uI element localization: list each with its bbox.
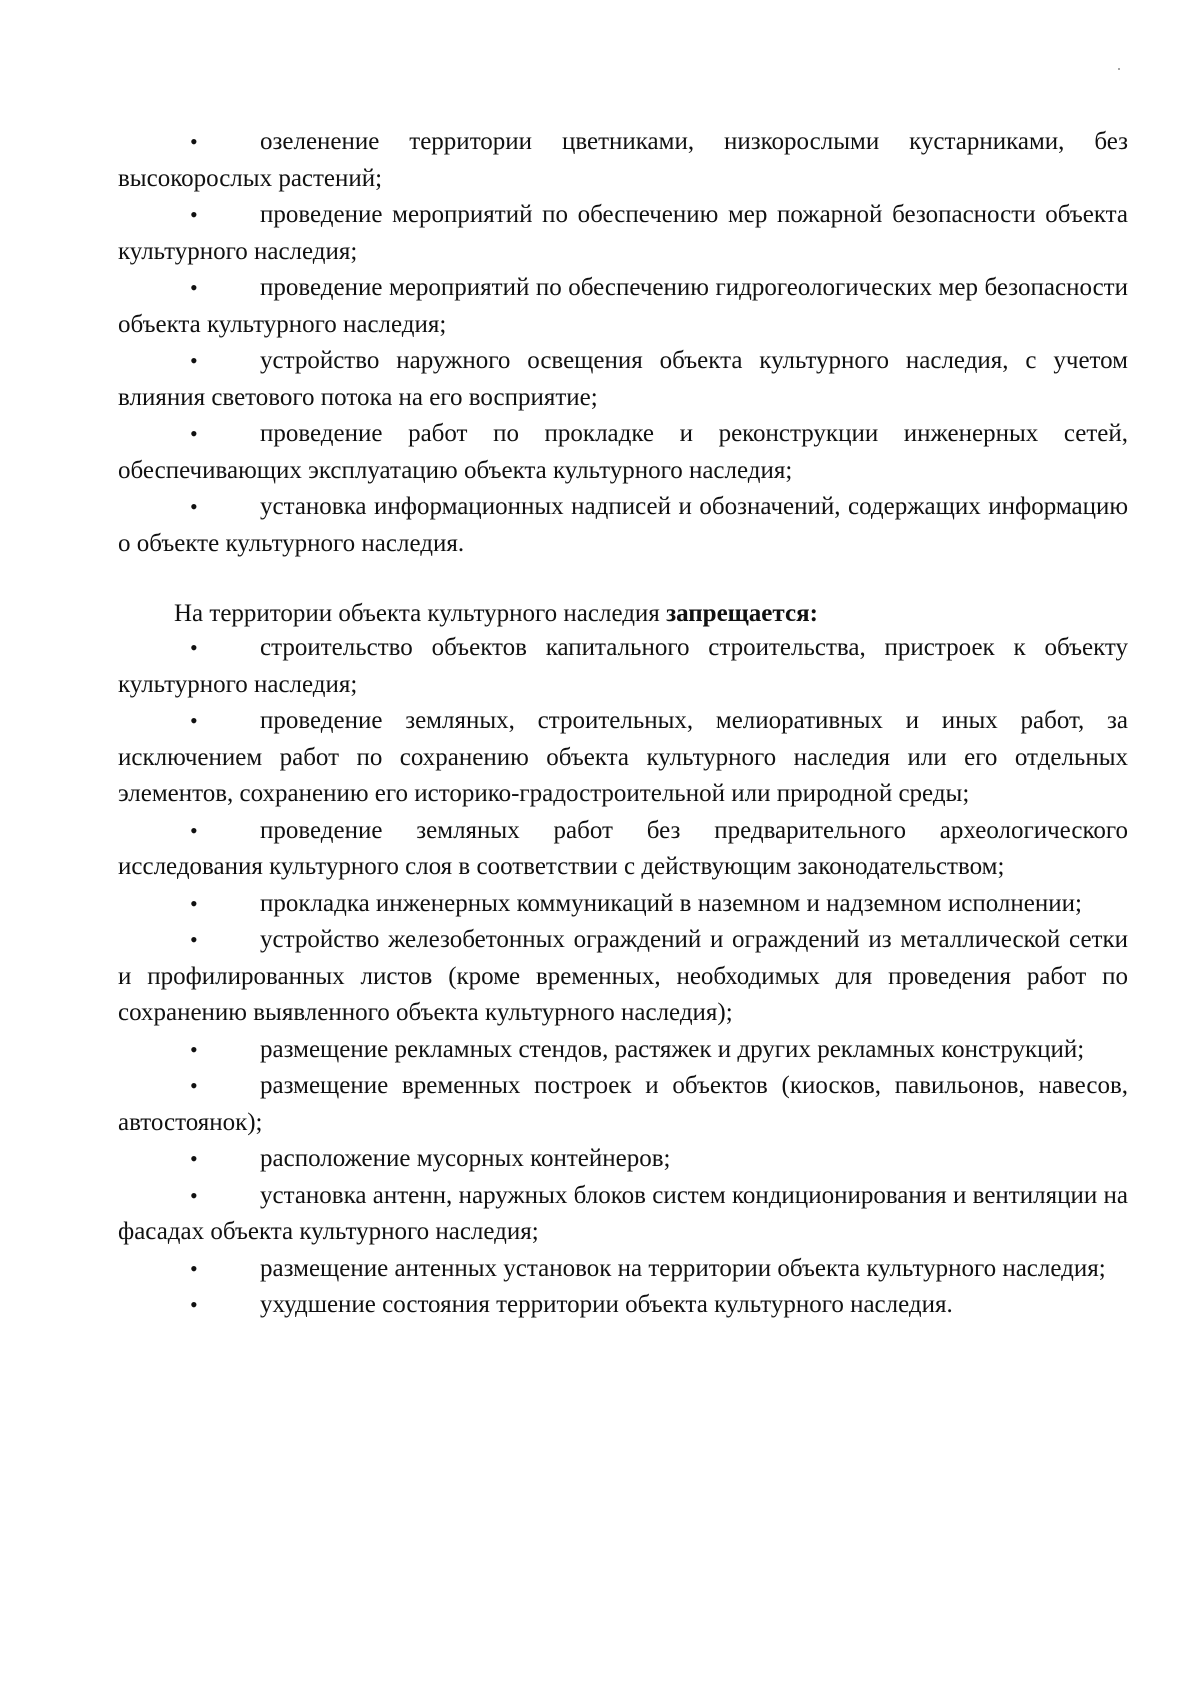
list-item [118,1178,1128,1251]
list-item [118,813,1128,886]
bullet-icon: • [190,890,198,916]
bullet-icon: • [190,1036,198,1062]
list-item [118,886,1128,923]
list-item [118,343,1128,416]
list-item-text: установка антенн, наружных блоков систем кондиционирования и вентиляции на фасадах объекта культурного наследия; [118,1181,1128,1245]
list-item-text: озеленение территории цветниками, низкорослыми кустарниками, без высокорослых растений; [118,128,1128,192]
list-item-text: проведение мероприятий по обеспечению мер пожарной безопасности объекта культурного наследия; [118,201,1128,265]
allowed-works-list [118,124,1128,562]
list-item [118,197,1128,270]
list-item-text: устройство железобетонных ограждений и ограждений из металлической сетки и профилированных листов (кроме временных, необходимых для проведения работ по сохранению выявленного объекта культурного наследия); [118,926,1128,1026]
list-item [118,416,1128,489]
list-item-text: проведение земляных работ без предварительного археологического исследования культурного слоя в соответствии с действующим законодательством; [118,816,1128,880]
scan-speck [1118,68,1120,70]
intro-emphasis: запрещается: [666,600,818,627]
list-item [118,489,1128,562]
list-item-text: установка информационных надписей и обозначений, содержащих информацию о объекте культурного наследия. [118,493,1128,557]
list-item [118,922,1128,1032]
bullet-icon: • [190,202,198,227]
list-item-text: прокладка инженерных коммуникаций в наземном и надземном исполнении; [260,889,1082,917]
list-item [118,124,1128,197]
bullet-icon: • [190,129,198,154]
bullet-icon: • [190,1255,198,1281]
list-item-text: размещение рекламных стендов, растяжек и других рекламных конструкций; [260,1035,1085,1063]
bullet-icon: • [190,817,198,843]
list-item-text: расположение мусорных контейнеров; [260,1145,671,1172]
list-item [118,1141,1128,1178]
prohibited-works-list [118,630,1128,1324]
list-item-text: ухудшение состояния территории объекта культурного наследия. [260,1291,953,1318]
list-item-text: проведение работ по прокладке и реконструкции инженерных сетей, обеспечивающих эксплуатацию объекта культурного наследия; [118,420,1128,484]
list-item-text: проведение мероприятий по обеспечению гидрогеологических мер безопасности объекта культурного наследия; [118,274,1128,338]
list-item-text: устройство наружного освещения объекта культурного наследия, с учетом влияния светового потока на его восприятие; [118,347,1128,411]
list-item [118,1287,1128,1324]
list-item-text: размещение антенных установок на территории объекта культурного наследия; [260,1254,1106,1282]
bullet-icon: • [190,1146,198,1171]
bullet-icon: • [190,927,198,952]
prohibitions-intro [118,596,1128,633]
list-item-text: строительство объектов капитального строительства, пристроек к объекту культурного наследия; [118,634,1128,698]
list-item [118,630,1128,703]
bullet-icon: • [190,1073,198,1098]
bullet-icon: • [190,421,198,446]
bullet-icon: • [190,635,198,660]
list-item [118,270,1128,343]
list-item [118,1251,1128,1288]
intro-text: На территории объекта культурного наследия [174,600,667,627]
list-item-text: размещение временных построек и объектов (киосков, павильонов, навесов, автостоянок); [118,1072,1128,1136]
bullet-icon: • [190,708,198,733]
list-item-text: проведение земляных, строительных, мелиоративных и иных работ, за исключением работ по сохранению объекта культурного наследия или его отдельных элементов, сохранению его историко-градостроительной или природной среды; [118,707,1128,807]
bullet-icon: • [190,348,198,373]
bullet-icon: • [190,1292,198,1317]
bullet-icon: • [190,275,198,300]
bullet-icon: • [190,494,198,519]
list-item [118,1068,1128,1141]
list-item [118,1032,1128,1069]
list-item [118,703,1128,813]
bullet-icon: • [190,1182,198,1208]
